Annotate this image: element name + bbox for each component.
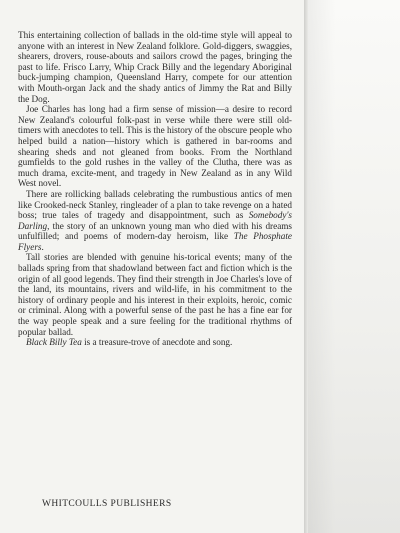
publisher-name: WHITCOULLS PUBLISHERS <box>42 499 172 509</box>
title-somebodys-darling: Somebody's Darling <box>18 210 292 231</box>
blurb-paragraph-2: Joe Charles has long had a firm sense of mission—a desire to record New Zealand's colourful folk-past in verse while there were still old-timers with anecdotes to tell. This is the history of the obscure people who helped build a nation—history which is gathered in bar-rooms and shearing sheds and not gleaned from books. From the Northland gumfields to the gold rushes in the valley of the Clutha, there was as much drama, excite-ment, and tragedy in New Zealand as in any Wild West novel. <box>18 104 292 189</box>
blurb-paragraph-4: Tall stories are blended with genuine his-torical events; many of the ballads spring from that shadowland between fact and fiction which is the origin of all good legends. They find their strength in Joe Charles's love of the land, its mountains, rivers and wild-life, in his commitment to the history of ordinary people and his interest in their exploits, heroic, comic or criminal. Along with a powerful sense of the past he has a fine ear for the way people speak and a sure feeling for the traditional rhythms of popular ballad. <box>18 252 292 337</box>
p5-rest: is a treasure-trove of anecdote and song. <box>81 337 233 348</box>
blurb-text <box>18 30 292 348</box>
p3-part-a: There are rollicking ballads celebrating the rumbustious antics of men like Crooked-neck Stanley, ringleader of a plan to take revenge on a hated boss; true tales of tragedy and disappointment, such as <box>18 188 292 221</box>
blurb-paragraph-1: This entertaining collection of ballads in the old-time style will appeal to anyone with an interest in New Zealand folklore. Gold-diggers, swaggies, shearers, drovers, rouse-abouts and sailors crowd the pages, bringing the past to life. Frisco Larry, Whip Crack Billy and the legendary Aboriginal buck-jumping champion, Queensland Harry, compete for our attention with Mouth-organ Jack and the shady antics of Jimmy the Rat and Billy the Dog. <box>18 30 292 104</box>
p3-part-c: . <box>41 241 44 252</box>
blurb-paragraph-3 <box>18 189 292 253</box>
book-title: Black Billy Tea <box>26 337 82 348</box>
title-phosphate-flyers: The Phosphate Flyers <box>18 231 292 252</box>
board-shadow <box>308 0 400 533</box>
p3-part-b: , the story of an unknown young man who died with his dreams unfulfilled; and poems of modern-day heroism, like <box>18 220 292 242</box>
blurb-paragraph-5 <box>18 337 292 348</box>
book-board <box>308 0 400 533</box>
